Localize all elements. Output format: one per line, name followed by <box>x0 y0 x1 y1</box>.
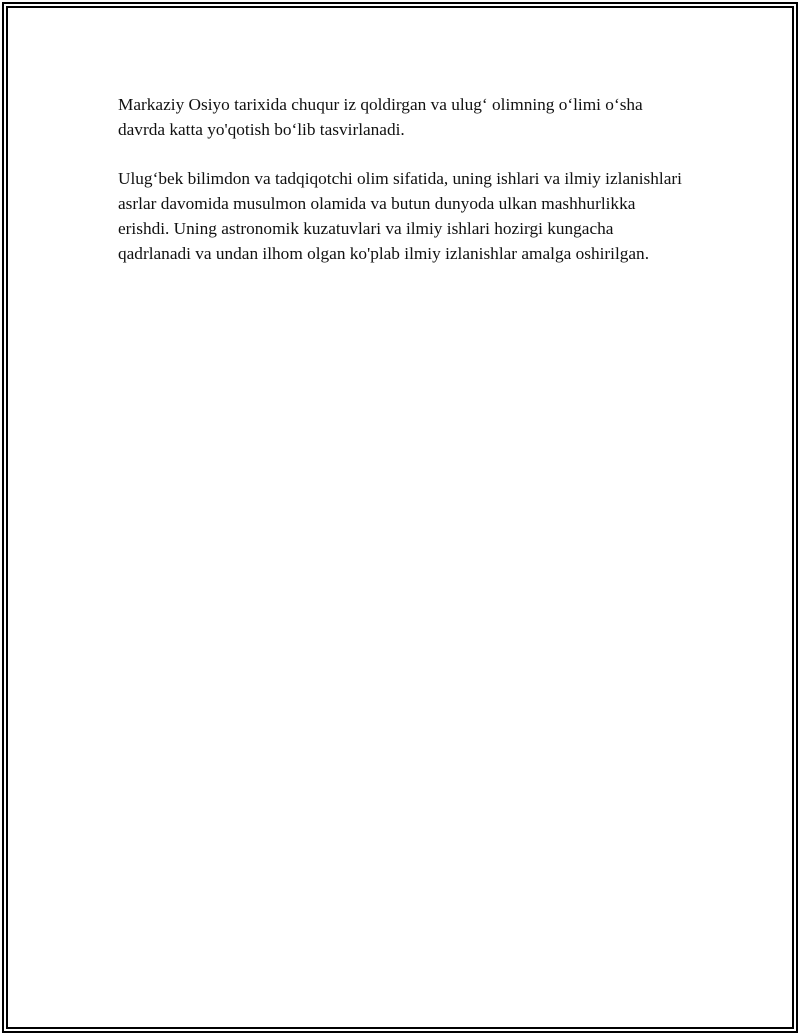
paragraph-2: Ulugʻbek bilimdon va tadqiqotchi olim sifatida, uning ishlari va ilmiy izlanishlari asrlar davomida musulmon olamida va butun dunyoda ulkan mashhurlikka erishdi. Uning astronomik kuzatuvlari va ilmiy ishlari hozirgi kungacha qadrlanadi va undan ilhom olgan ko'plab ilmiy izlanishlar amalga oshirilgan. <box>118 169 682 263</box>
paragraph-1: Markaziy Osiyo tarixida chuqur iz qoldirgan va ulugʻ olimning oʻlimi oʻsha davrda katta yo'qotish boʻlib tasvirlanadi. <box>118 95 643 139</box>
document-body <box>118 92 688 290</box>
